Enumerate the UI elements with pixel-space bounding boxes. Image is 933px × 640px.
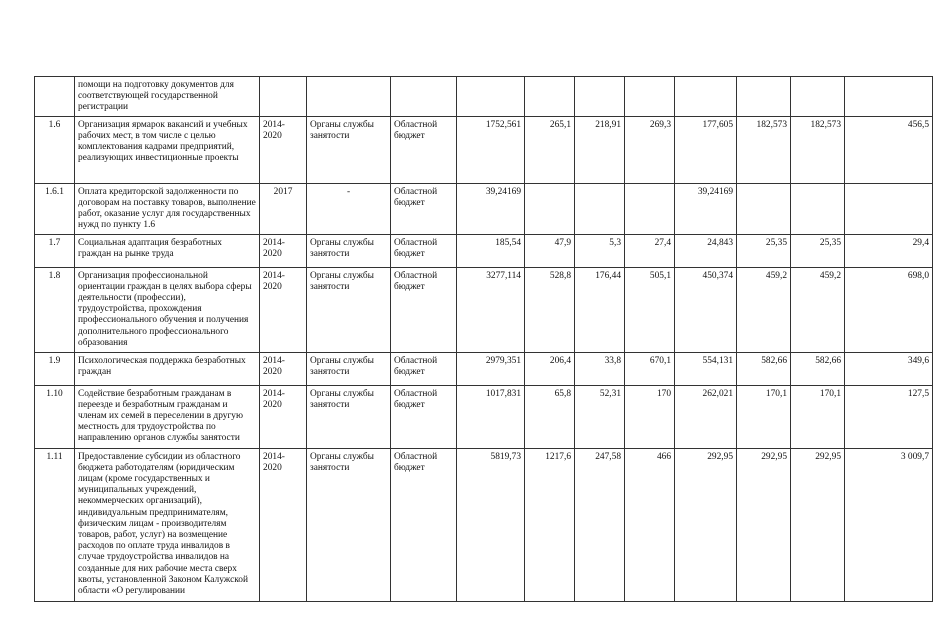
cell-executor: Органы службы занятости bbox=[307, 352, 391, 385]
cell-year-2019 bbox=[791, 183, 845, 234]
cell-period bbox=[260, 77, 307, 117]
cell-year-2018: 170,1 bbox=[737, 385, 791, 448]
cell-name: Социальная адаптация безработных граждан на рынке труда bbox=[75, 234, 260, 267]
cell-year-2015: 176,44 bbox=[575, 267, 625, 352]
cell-year-2015: 218,91 bbox=[575, 116, 625, 183]
cell-period: 2014-2020 bbox=[260, 352, 307, 385]
cell-year-2018 bbox=[737, 77, 791, 117]
program-table bbox=[34, 76, 933, 602]
cell-executor: Органы службы занятости bbox=[307, 267, 391, 352]
table-row bbox=[35, 183, 933, 234]
table-body bbox=[35, 77, 933, 602]
cell-year-2014: 265,1 bbox=[525, 116, 575, 183]
cell-source: Областной бюджет bbox=[391, 385, 457, 448]
cell-year-2016: 269,3 bbox=[625, 116, 675, 183]
cell-year-2020 bbox=[845, 77, 933, 117]
cell-total: 39,24169 bbox=[457, 183, 525, 234]
cell-year-2020: 698,0 bbox=[845, 267, 933, 352]
cell-year-2019: 25,35 bbox=[791, 234, 845, 267]
cell-executor bbox=[307, 77, 391, 117]
cell-source bbox=[391, 77, 457, 117]
cell-year-2019: 182,573 bbox=[791, 116, 845, 183]
table-row bbox=[35, 448, 933, 601]
cell-executor: - bbox=[307, 183, 391, 234]
cell-number: 1.10 bbox=[35, 385, 75, 448]
cell-total: 5819,73 bbox=[457, 448, 525, 601]
cell-year-2014: 47,9 bbox=[525, 234, 575, 267]
cell-year-2016 bbox=[625, 183, 675, 234]
cell-number: 1.7 bbox=[35, 234, 75, 267]
cell-name: Организация ярмарок вакансий и учебных рабочих мест, в том числе с целью комплектования кадрами предприятий, реализующих инвестиционные проекты bbox=[75, 116, 260, 183]
cell-year-2018: 582,66 bbox=[737, 352, 791, 385]
cell-year-2014 bbox=[525, 183, 575, 234]
table-row bbox=[35, 267, 933, 352]
cell-year-2015: 52,31 bbox=[575, 385, 625, 448]
cell-year-2017: 262,021 bbox=[675, 385, 737, 448]
cell-name: Психологическая поддержка безработных граждан bbox=[75, 352, 260, 385]
cell-year-2020 bbox=[845, 183, 933, 234]
cell-name: Организация профессиональной ориентации граждан в целях выбора сферы деятельности (профессии), трудоустройства, прохождения профессионального обучения и получения дополнительного профессионального образования bbox=[75, 267, 260, 352]
cell-number: 1.8 bbox=[35, 267, 75, 352]
cell-year-2019: 459,2 bbox=[791, 267, 845, 352]
cell-number bbox=[35, 77, 75, 117]
cell-year-2017: 554,131 bbox=[675, 352, 737, 385]
cell-period: 2014-2020 bbox=[260, 116, 307, 183]
cell-year-2014: 206,4 bbox=[525, 352, 575, 385]
cell-year-2019: 582,66 bbox=[791, 352, 845, 385]
cell-year-2015: 5,3 bbox=[575, 234, 625, 267]
cell-period: 2014-2020 bbox=[260, 448, 307, 601]
cell-year-2014: 1217,6 bbox=[525, 448, 575, 601]
cell-name: Оплата кредиторской задолженности по договорам на поставку товаров, выполнение работ, оказание услуг для государственных нужд по пункту 1.6 bbox=[75, 183, 260, 234]
cell-year-2020: 349,6 bbox=[845, 352, 933, 385]
cell-year-2018: 182,573 bbox=[737, 116, 791, 183]
cell-year-2019: 292,95 bbox=[791, 448, 845, 601]
cell-year-2016: 466 bbox=[625, 448, 675, 601]
cell-year-2020: 127,5 bbox=[845, 385, 933, 448]
cell-year-2017: 177,605 bbox=[675, 116, 737, 183]
cell-year-2019: 170,1 bbox=[791, 385, 845, 448]
cell-total bbox=[457, 77, 525, 117]
cell-period: 2014-2020 bbox=[260, 267, 307, 352]
cell-name: Содействие безработным гражданам в переезде и безработным гражданам и членам их семей в переселении в другую местность для трудоустройства по направлению органов службы занятости bbox=[75, 385, 260, 448]
cell-source: Областной бюджет bbox=[391, 448, 457, 601]
cell-number: 1.11 bbox=[35, 448, 75, 601]
cell-number: 1.6.1 bbox=[35, 183, 75, 234]
table-row bbox=[35, 352, 933, 385]
cell-source: Областной бюджет bbox=[391, 116, 457, 183]
cell-year-2017: 24,843 bbox=[675, 234, 737, 267]
cell-year-2014: 65,8 bbox=[525, 385, 575, 448]
cell-executor: Органы службы занятости bbox=[307, 385, 391, 448]
table-row bbox=[35, 385, 933, 448]
cell-executor: Органы службы занятости bbox=[307, 448, 391, 601]
cell-year-2015 bbox=[575, 77, 625, 117]
cell-year-2015 bbox=[575, 183, 625, 234]
cell-total: 1752,561 bbox=[457, 116, 525, 183]
cell-year-2016: 505,1 bbox=[625, 267, 675, 352]
cell-executor: Органы службы занятости bbox=[307, 116, 391, 183]
cell-year-2018 bbox=[737, 183, 791, 234]
cell-source: Областной бюджет bbox=[391, 352, 457, 385]
cell-year-2014 bbox=[525, 77, 575, 117]
cell-total: 185,54 bbox=[457, 234, 525, 267]
cell-total: 3277,114 bbox=[457, 267, 525, 352]
cell-year-2016: 670,1 bbox=[625, 352, 675, 385]
cell-year-2017: 292,95 bbox=[675, 448, 737, 601]
cell-year-2016 bbox=[625, 77, 675, 117]
cell-year-2016: 27,4 bbox=[625, 234, 675, 267]
cell-year-2015: 247,58 bbox=[575, 448, 625, 601]
cell-period: 2014-2020 bbox=[260, 234, 307, 267]
cell-year-2014: 528,8 bbox=[525, 267, 575, 352]
cell-period: 2017 bbox=[260, 183, 307, 234]
cell-name: помощи на подготовку документов для соответствующей государственной регистрации bbox=[75, 77, 260, 117]
table-row bbox=[35, 116, 933, 183]
cell-source: Областной бюджет bbox=[391, 267, 457, 352]
cell-source: Областной бюджет bbox=[391, 234, 457, 267]
cell-year-2018: 25,35 bbox=[737, 234, 791, 267]
table-row bbox=[35, 77, 933, 117]
table-row bbox=[35, 234, 933, 267]
cell-year-2019 bbox=[791, 77, 845, 117]
cell-number: 1.6 bbox=[35, 116, 75, 183]
cell-number: 1.9 bbox=[35, 352, 75, 385]
cell-name: Предоставление субсидии из областного бюджета работодателям (юридическим лицам (кроме государственных и муниципальных учреждений, некоммерческих организаций), индивидуальным предпринимателям, физическим лицам - производителям товаров, работ, услуг) на возмещение расходов по оплате труда инвалидов в случае трудоустройства инвалидов на созданные для них рабочие места сверх квоты, установленной Законом Калужской области «О регулировании bbox=[75, 448, 260, 601]
cell-year-2016: 170 bbox=[625, 385, 675, 448]
cell-year-2017: 39,24169 bbox=[675, 183, 737, 234]
cell-total: 2979,351 bbox=[457, 352, 525, 385]
cell-year-2020: 456,5 bbox=[845, 116, 933, 183]
cell-year-2017: 450,374 bbox=[675, 267, 737, 352]
cell-period: 2014-2020 bbox=[260, 385, 307, 448]
cell-year-2020: 3 009,7 bbox=[845, 448, 933, 601]
cell-year-2015: 33,8 bbox=[575, 352, 625, 385]
cell-executor: Органы службы занятости bbox=[307, 234, 391, 267]
cell-year-2017 bbox=[675, 77, 737, 117]
cell-source: Областной бюджет bbox=[391, 183, 457, 234]
cell-total: 1017,831 bbox=[457, 385, 525, 448]
cell-year-2020: 29,4 bbox=[845, 234, 933, 267]
cell-year-2018: 459,2 bbox=[737, 267, 791, 352]
cell-year-2018: 292,95 bbox=[737, 448, 791, 601]
